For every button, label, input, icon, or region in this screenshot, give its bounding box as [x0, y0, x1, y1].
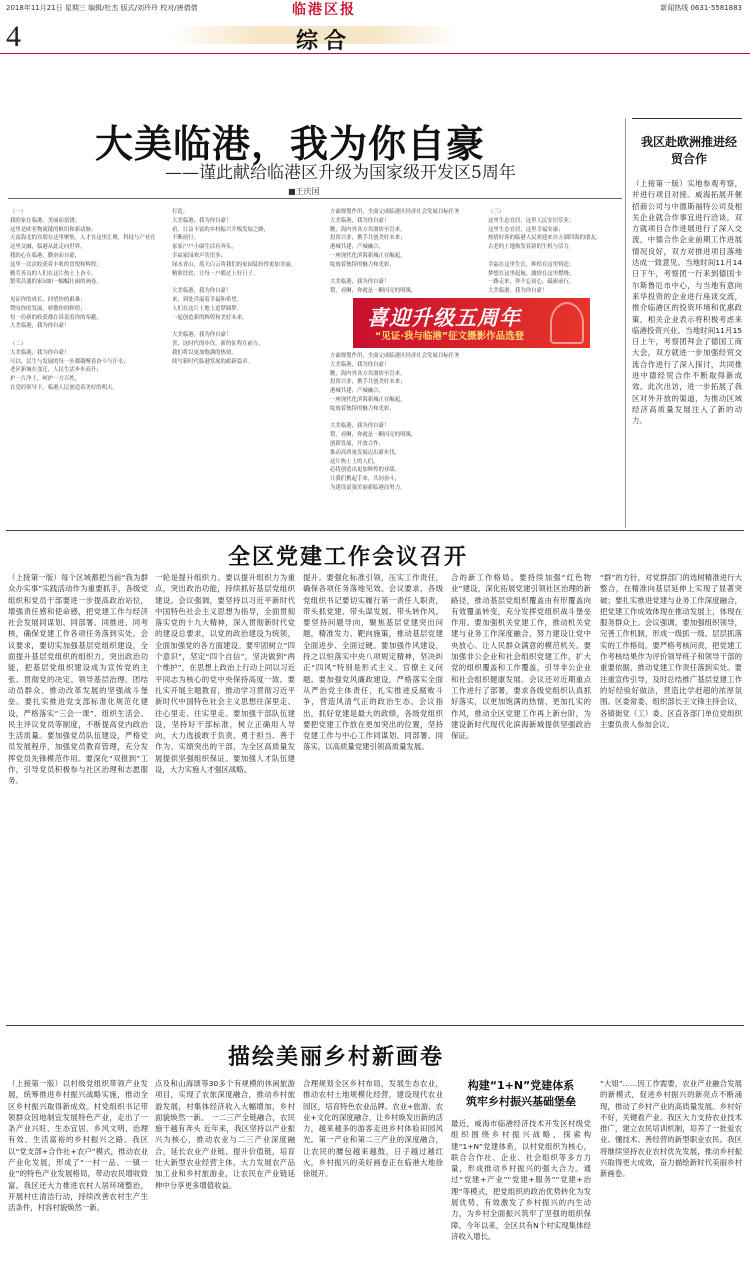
party-column-4: 合的新工作格局。要持续加强“红色物业”建设，深化拓展党建引领社区治理的新路径，推动基层党组织覆盖由有形覆盖向有效覆盖转变，充分发挥党组织战斗堡垒作用。要加强机关党建工作，推动机关党建与业务工作深度融合，努力建设让党中央放心、让人民群众满意的模范机关。要加强非公企业和社会组织党建工作，扩大党的组织覆盖和工作覆盖，引导非公企业和社会组织健康发展。会议还对近期重点工作进行了部署，要求各级党组织认真抓好落实，以更加饱满的热情、更加扎实的作风，推动全区党建工作再上新台阶，为建设新时代现代化滨海新城提供坚强政治保证。 — [451, 573, 591, 741]
poem-column-3: 方面规划作用，全面完成临港区经济社会发展目标任务 大美临港，我为你自豪！ 瞧，海内外各方宾朋纷至沓来， 投资兴业，携手共创美好未来； 港城共建，产城融合， 一座现代化滨海新城正在崛起， 绽放着独特的魅力和光彩。 大美临港，我为你自豪！ 赞，看啊，你就是一颗闪亮的明珠， — [330, 209, 460, 295]
divider — [6, 1025, 744, 1026]
page-number: 4 — [6, 20, 21, 53]
rural-column-3: 合理规划全区乡村布局，发展生态农业，推动农村土地规模化经营，建设现代农业园区，培育特色农业品牌。农业+旅游、农业+文化的深度融合，让乡村焕发出新的活力，越来越多的游客走进乡村体验田园风光。第一产业和第二三产业的深度融合，让农民的腰包越来越鼓，日子越过越红火，乡村振兴的美好画卷正在临港大地徐徐展开。 — [303, 1079, 443, 1179]
newspaper-logo: 临港区报 — [292, 2, 356, 18]
rural-subheadline[interactable]: 构建“1+N”党建体系 筑牢乡村振兴基础堡垒 — [466, 1079, 576, 1108]
party-column-1: （上接第一版）每个区域都把当前“我为群众办实事”实践活动作为重要抓手，各级党组织和党员干部要进一步提高政治站位，增强责任感和使命感，把党建工作与经济社会发展同谋划、同部署、同推进、同考核，确保党建工作各项任务落到实处。会议要求，要切实加强基层党组织建设，全面提升基层党组织的组织力，突出政治功能，把基层党组织建设成为宣传党的主张、贯彻党的决定、领导基层治理、团结动员群众、推动改革发展的坚强战斗堡垒。要扎实推进党支部标准化规范化建设，严格落实“三会一课”、组织生活会、民主评议党员等制度，不断提高党内政治生活质量。要加强党员队伍建设，严格党员发展程序，加强党员教育管理，充分发挥党员先锋模范作用。要深化“双报到”工作，引导党员积极参与社区治理和志愿服务。 — [8, 573, 148, 786]
divider — [6, 530, 744, 531]
rural-column-1: （上接第一版）以村级党组织带领产业发展，统筹推进乡村振兴战略实施，推动全区乡村振兴取得新成效。村党组织书记带领群众因地制宜发展特色产业，走出了一条产业兴旺、生态宜居、乡风文明、治理有效、生活富裕的乡村振兴之路。我区以“党支部+合作社+农户”模式，推动农业产业化发展，形成了“一村一品、一镇一业”的特色产业发展格局，带动农民增收致富。我区还大力推进农村人居环境整治，开展村庄清洁行动，持续改善农村生产生活条件，村容村貌焕然一新。 — [8, 1079, 148, 1213]
column-rule — [625, 118, 626, 528]
party-column-2: 一轮是提升组织力。要以提升组织力为重点，突出政治功能，持续抓好基层党组织建设。会议强调，要坚持以习近平新时代中国特色社会主义思想为指导，全面贯彻落实党的十九大精神，深入贯彻新时代党的建设总要求，以党的政治建设为统领，全面加强党的各方面建设。要牢固树立“四个意识”，坚定“四个自信”，坚决做到“两个维护”，在思想上政治上行动上同以习近平同志为核心的党中央保持高度一致。要扎实开展主题教育，推动学习贯彻习近平新时代中国特色社会主义思想往深里走、往心里走、往实里走。要加强干部队伍建设，坚持好干部标准，树立正确用人导向，大力选拔敢于负责、勇于担当、善于作为、实绩突出的干部，为全区高质量发展提供坚强组织保证。要加强人才队伍建设，大力实施人才强区战略。 — [155, 573, 295, 775]
divider — [8, 198, 622, 199]
banner-title: 喜迎升级五周年 — [367, 306, 521, 330]
poem-column-2: 打造。 大美临港，我为你自豪！ 看，日益丰富的乡村振兴升级发展之路， 不断前行。 家家户户小康生活有奔头， 幸福家园欢声笑语多； 绿水青山，蓝天白云将我们的家园装扮得更加美丽， 精准扶贫，让每一户都过上好日子。 大美临港，我为你自豪！ 来，到处洋溢着幸福和希望， 人们在这片土地上追梦圆梦， 一起创造新的辉煌和美好未来。 大美临港，我为你自豪！ 喜，这时代的步伐，新的征程在前方， 我们将以更加饱满的热情， 续写新时代临港发展的崭新篇章。 — [172, 209, 296, 365]
side-body: （上接第一版）实地参观考察，并进行项目对接。威海拓展开催招商公司与中德斯福特公司及相关企业就合作事宜进行洽谈，双方就项目合作进展进行了深入交流，中德合作企业前期工作进展情况良好，双方对推进项目落地达成一致意见。当地时间11月14日下午，考察团一行来到德国卡尔斯鲁厄市中心，与当地有意向来华投资的企业进行座谈交流，推介临港区的投资环境和优惠政策，相关企业表示将积极考虑来临港投资兴业。当地时间11月15日上午，考察团拜会了德国工商大会，双方就进一步加强经贸交流合作进行了深入探讨，共同推进中德经贸合作不断取得新成效。此次出访，进一步拓展了我区对外开放的渠道，为推动区域经济高质量发展注入了新的动力。 — [632, 179, 742, 426]
divider — [632, 118, 742, 119]
lead-subtitle: ——谨此献给临港区升级为国家级开发区5周年 — [165, 163, 516, 183]
masthead — [0, 0, 750, 18]
party-column-3: 提升。要强化标准引领，压实工作责任，确保各项任务落地见效。会议要求，各级党组织书记要切实履行第一责任人职责，带头抓党建、带头谋发展、带头转作风。要坚持问题导向，聚焦基层党建突出问题，精准发力、靶向施策，推动基层党建全面进步、全面过硬。要加强作风建设，持之以恒落实中央八项规定精神，坚决纠正“四风”特别是形式主义、官僚主义问题。要加强党风廉政建设，严格落实全面从严治党主体责任，扎实推进反腐败斗争，营造风清气正的政治生态。会议指出，抓好党建是最大的政绩，各级党组织要把党建工作放在更加突出的位置，坚持党建工作与中心工作同谋划、同部署、同落实，以高质量党建引领高质量发展。 — [303, 573, 443, 752]
lead-byline: ■王庆国 — [288, 187, 320, 196]
party-column-5: “群”的方针，对党群部门的选树精准进行大整合，在精准向基层延伸上实现了显著突破；要扎实推进党建与业务工作深度融合，把党建工作成效体现在推动发展上，体现在服务群众上。会议强调，要加强组织领导，完善工作机制，形成一级抓一级、层层抓落实的工作格局。要严格考核问责，把党建工作考核结果作为评价领导班子和领导干部的重要依据，推动党建工作责任落到实处。要注重宣传引导，及时总结推广基层党建工作的好经验好做法，营造比学赶超的浓厚氛围。区委常委、组织部长王文锋主持会议，各镇街党（工）委、区直各部门单位党组织主要负责人参加会议。 — [600, 573, 742, 729]
side-headline[interactable]: 我区赴欧洲推进经贸合作 — [640, 135, 737, 166]
lead-title[interactable]: 大美临港，我为你自豪 — [95, 121, 486, 166]
poem-column-1: （一） 我的家在临港，美丽而富饶； 这里是欧亚物流链的枢纽和新动脉； 天南海北的宾朋在这里聚集，人才在这里汇聚，科技与产业在这里交融，临港从此走向世界， 我的心在临港，勤奋而自豪， 这里一次次收获着丰收的喜悦和辉煌； 勤劳善良的人们在这片热土上奋斗， 繁荣昌盛的家园如一幅幅壮丽的画卷。 见证你的成长，回望你的艰难； 赞叹你的发展，骄傲你的辉煌； 每一份新的收获都在诉说着你的奉献， 大美临港，我为你自豪！ （二） 大美临港，我为你自豪！ 可以，民生与发展的每一步都凝聚着奋斗与汗水； 老区新城在变迁，人民生活步步高升； 护一片净土，呵护一方百姓， 在党的领导下，临港人民创造着美好的明天。 — [10, 209, 156, 391]
poem-column-4: （三） 这里生态宜居，这里人民安居乐业； 这里生态宜居，这里幸福安康； 热情好客的临港人民欢迎来自五湖四海的朋友， 古老的土地焕发着新的生机与活力。 幸福在这里生长，辉煌在这里铸造； 梦想在这里起航，激情在这里燃烧； 一路走来，你不忘初心，砥砺前行， 大美临港，我为你自豪！ — [488, 209, 602, 295]
banner-subtitle: “见证·我与临港”征文摄影作品选登 — [375, 331, 525, 342]
crown-icon — [550, 302, 584, 344]
rural-column-4: 最近，威海市临港经济技术开发区村级党组织围绕乡村振兴战略，探索构建“1+N”党建体系，以村党组织为核心，联合合作社、企业、社会组织等多方力量，形成推动乡村振兴的强大合力。通过“党建+产业”“党建+服务”“党建+治理”等模式，把党组织的政治优势转化为发展优势，有效激发了乡村振兴的内生动力，为乡村全面振兴筑牢了坚强的组织保障。今年以来，全区共有N个村实现集体经济收入增长。 — [451, 1119, 591, 1241]
party-title[interactable]: 全区党建工作会议召开 — [228, 544, 469, 570]
poem-column-3-cont: 方面规划作用，全面完成临港区经济社会发展目标任务 大美临港，我为你自豪！ 瞧，海内外各方宾朋纷至沓来， 投资兴业，携手共创美好未来； 港城共建，产城融合， 一座现代化滨海新城正在崛起， 绽放着独特的魅力和光彩。 大美临港，我为你自豪！ 赞，看啊，你就是一颗闪亮的明珠， 创新发展，开放合作， 推动高质量发展迈出新步伐， 这片热土上的人们， 必将创造出更加辉煌的业绩。 让我们携起手来，共同奋斗， 为建设富强美丽新临港而努力。 — [330, 353, 460, 491]
rural-column-5: “大姐”……因工作需要，农业产业融合发展的新模式，促进乡村振兴的新亮点不断涌现，推动了乡村产业的高质量发展。乡村好不好，关键看产业。我区大力支持农业技术推广，建立农民培训机制，培养了一批爱农业、懂技术、善经营的新型职业农民。我区将继续坚持农业农村优先发展，推动乡村振兴取得更大成效，奋力描绘新时代美丽乡村新画卷。 — [600, 1079, 742, 1179]
rural-title[interactable]: 描绘美丽乡村新画卷 — [228, 1044, 445, 1070]
section-header — [0, 14, 750, 54]
news-hotline: 新闻热线 0631-5581883 — [660, 4, 742, 12]
rural-column-2: 点及和山海颂等30多个有规模的休闲旅游项目，实现了农旅深度融合，推动乡村旅游发展，村集体经济收入大幅增加，乡村面貌焕然一新。 一二三产全链融合，农民施干越有奔头 近年来，我区坚持以产业振兴为核心，推动农业与二三产业深度融合，延长农业产业链、提升价值链，培育壮大新型农业经营主体，大力发展农产品加工业和乡村旅游业，让农民在产业链延伸中分享更多增值收益。 — [155, 1079, 295, 1190]
anniversary-banner[interactable] — [353, 298, 590, 348]
section-name: 综合 — [296, 29, 353, 54]
issue-date: 2018年11月21日 星期三 编辑/杜杰 版式/刘玲玲 校对/唐倩倩 — [6, 4, 198, 12]
